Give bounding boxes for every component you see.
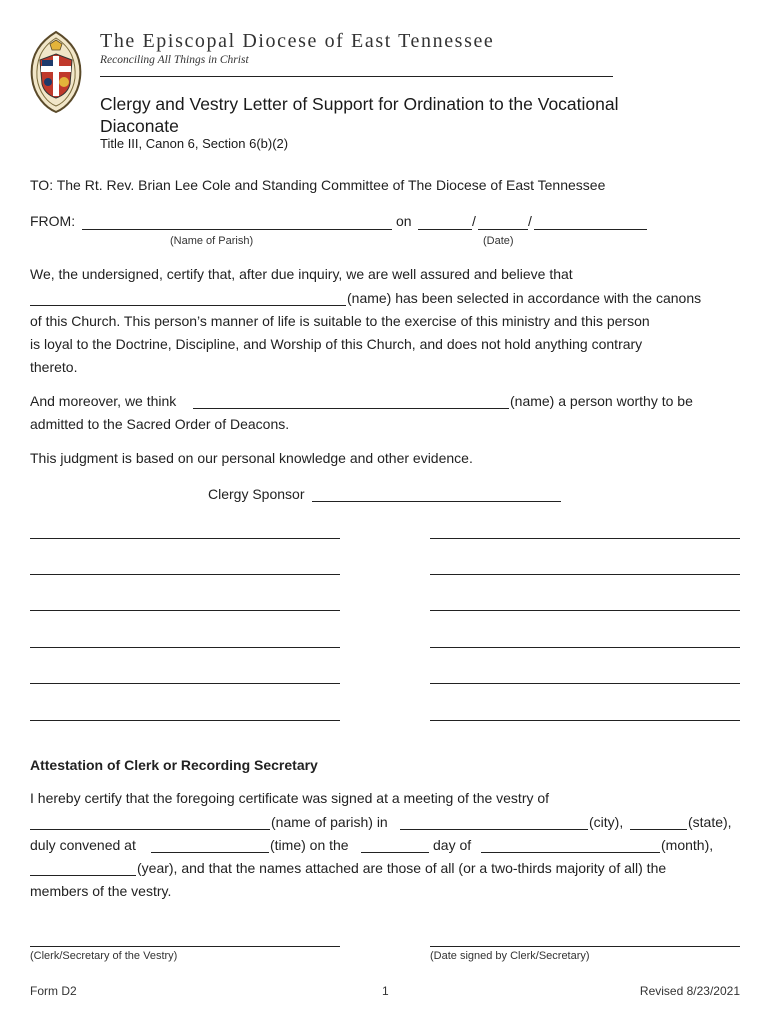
year-field[interactable]: [30, 875, 136, 876]
vestry-signature-line[interactable]: [30, 647, 340, 648]
vestry-signature-line[interactable]: [430, 720, 740, 721]
revision-date: Revised 8/23/2021: [639, 984, 740, 998]
attestation-heading: Attestation of Clerk or Recording Secretary: [30, 757, 318, 773]
date-slash-2: /: [528, 213, 532, 229]
vestry-signature-line[interactable]: [30, 574, 340, 575]
vestry-signature-line[interactable]: [30, 538, 340, 539]
date-month-field[interactable]: [418, 229, 472, 230]
canon-reference: Title III, Canon 6, Section 6(b)(2): [100, 136, 289, 151]
page-number: 1: [382, 984, 389, 998]
from-label: FROM:: [30, 213, 76, 229]
clergy-sponsor-label: Clergy Sponsor: [208, 486, 305, 502]
vestry-signature-line[interactable]: [430, 538, 740, 539]
vestry-signature-line[interactable]: [30, 720, 340, 721]
on-label: on: [396, 213, 412, 229]
diocese-seal-logo: [28, 30, 84, 114]
candidate-name-field-1[interactable]: [30, 305, 346, 306]
month-label: (month),: [661, 837, 714, 853]
clerk-caption: (Clerk/Secretary of the Vestry): [30, 950, 178, 962]
form-number: Form D2: [30, 984, 77, 998]
state-label: (state),: [688, 814, 732, 830]
candidate-name-field-2[interactable]: [193, 408, 509, 409]
month-field[interactable]: [481, 852, 660, 853]
para1-line4: is loyal to the Doctrine, Discipline, and Worship of this Church, and does not hold anything contrary: [30, 336, 643, 352]
attestation-last-line: members of the vestry.: [30, 883, 172, 899]
clergy-sponsor-signature-field[interactable]: [312, 501, 561, 502]
para3: This judgment is based on our personal knowledge and other evidence.: [30, 450, 473, 466]
vestry-signature-line[interactable]: [430, 610, 740, 611]
attestation-line1: I hereby certify that the foregoing certificate was signed at a meeting of the vestry of: [30, 790, 550, 806]
para1-line1: We, the undersigned, certify that, after due inquiry, we are well assured and believe that: [30, 266, 573, 282]
duly-convened-label: duly convened at: [30, 837, 136, 853]
clerk-date-field[interactable]: [430, 946, 740, 947]
time-label: (time) on the: [270, 837, 349, 853]
diocese-motto: Reconciling All Things in Christ: [100, 54, 249, 66]
to-line: TO: The Rt. Rev. Brian Lee Cole and Standing Committee of The Diocese of East Tennessee: [30, 177, 606, 193]
vestry-signature-line[interactable]: [30, 610, 340, 611]
state-field[interactable]: [630, 829, 687, 830]
vestry-signature-line[interactable]: [430, 683, 740, 684]
date-year-field[interactable]: [534, 229, 647, 230]
city-field[interactable]: [400, 829, 588, 830]
vestry-signature-line[interactable]: [430, 574, 740, 575]
day-of-label: day of: [433, 837, 472, 853]
day-field[interactable]: [361, 852, 429, 853]
year-label: (year), and that the names attached are those of all (or a two-thirds majority of all) the: [137, 860, 667, 876]
vestry-signature-line[interactable]: [430, 647, 740, 648]
date-slash-1: /: [472, 213, 476, 229]
parish-caption: (Name of Parish): [170, 235, 254, 247]
para2-suffix: (name) a person worthy to be: [510, 393, 693, 409]
parish-name-field[interactable]: [82, 229, 392, 230]
name-of-parish-label: (name of parish) in: [271, 814, 388, 830]
para1-line2: (name) has been selected in accordance with the canons: [347, 290, 702, 306]
date-caption: (Date): [483, 235, 514, 247]
para2-line2: admitted to the Sacred Order of Deacons.: [30, 416, 290, 432]
time-field[interactable]: [151, 852, 269, 853]
para2-prefix: And moreover, we think: [30, 393, 177, 409]
date-day-field[interactable]: [478, 229, 528, 230]
header-rule: [100, 76, 613, 77]
city-label: (city),: [589, 814, 624, 830]
para1-line5: thereto.: [30, 359, 78, 375]
clerk-date-caption: (Date signed by Clerk/Secretary): [430, 950, 590, 962]
document-title: Clergy and Vestry Letter of Support for Ordination to the Vocational Diaconate: [100, 94, 619, 136]
vestry-parish-field[interactable]: [30, 829, 270, 830]
vestry-signature-line[interactable]: [30, 683, 340, 684]
diocese-name: The Episcopal Diocese of East Tennessee: [100, 30, 495, 52]
para1-line3: of this Church. This person’s manner of life is suitable to the exercise of this ministry and this person: [30, 313, 650, 329]
clerk-signature-field[interactable]: [30, 946, 340, 947]
